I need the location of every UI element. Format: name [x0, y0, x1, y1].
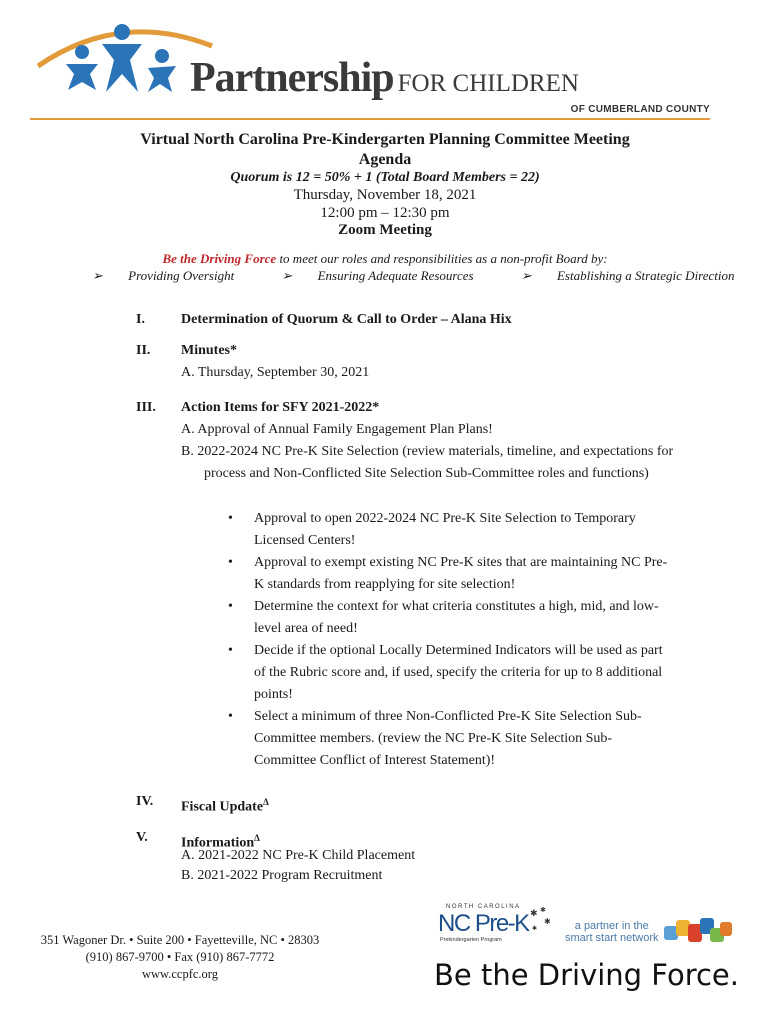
- subitem: A. Thursday, September 30, 2021: [181, 365, 370, 380]
- svg-text:✱: ✱: [532, 926, 538, 932]
- item-heading: Fiscal Update$^\Delta$: [181, 797, 269, 815]
- svg-text:✱: ✱: [530, 908, 538, 918]
- smart-start-blocks-icon: [664, 916, 734, 946]
- meeting-date: Thursday, November 18, 2021: [293, 187, 477, 203]
- item-number: I.: [136, 312, 145, 327]
- bullet-text: Select a minimum of three Non-Conflicted Pre-K Site Selection Sub-Committee members. (review the NC Pre-K Site Selection Sub-Committee Conflict of Interest Statement)!: [254, 709, 642, 768]
- board-pillars: [92, 268, 770, 284]
- tagline-highlight: Be the Driving Force: [162, 251, 277, 266]
- bullet-icon: •: [228, 709, 233, 724]
- item-heading: Action Items for SFY 2021-2022*: [181, 400, 380, 415]
- pillar-item: ➢ Establishing a Strategic Direction: [520, 268, 735, 283]
- bullet-icon: •: [228, 555, 233, 570]
- svg-text:✱: ✱: [544, 917, 551, 926]
- bullet-text: Determine the context for what criteria constitutes a high, mid, and low-level area of need!: [254, 599, 659, 636]
- meeting-time: 12:00 pm – 12:30 pm: [320, 205, 450, 221]
- arrow-bullet-icon: ➢: [92, 268, 107, 283]
- stars-icon: [524, 904, 554, 938]
- item-number: II.: [136, 343, 151, 358]
- footer-slogan: Be the Driving Force.: [434, 958, 739, 992]
- agenda-heading: Agenda: [358, 151, 412, 168]
- board-tagline: [0, 251, 770, 267]
- quorum-note: Quorum is 12 = 50% + 1 (Total Board Members = 22): [230, 170, 540, 185]
- bullet-icon: •: [228, 643, 233, 658]
- delta-mark: Δ: [263, 797, 269, 807]
- nc-prek-logo: NORTH CAROLINA NC Pre-K Prekindergarten Program ✱ ✱ ✱ ✱: [438, 904, 556, 946]
- footer-address: [20, 932, 340, 983]
- phone-line: (910) 867-9700 • Fax (910) 867-7772: [85, 950, 275, 964]
- item-heading: Determination of Quorum & Call to Order – Alana Hix: [181, 312, 512, 327]
- subitem: B. 2021-2022 Program Recruitment: [181, 868, 383, 883]
- item-number: III.: [136, 400, 156, 415]
- partnership-logo: [30, 8, 710, 120]
- delta-mark: Δ: [254, 833, 260, 843]
- pillar-item: ➢ Providing Oversight: [92, 268, 235, 283]
- logo-wordmark: Partnership FOR CHILDREN: [190, 55, 579, 101]
- item-heading: Information$^\Delta$: [181, 833, 260, 851]
- meeting-location: Zoom Meeting: [338, 222, 432, 238]
- arrow-bullet-icon: ➢: [520, 268, 535, 283]
- item-number: IV.: [136, 794, 154, 809]
- logo-county: OF CUMBERLAND COUNTY: [570, 104, 710, 115]
- subitem: B. 2022-2024 NC Pre-K Site Selection (review materials, timeline, and expectations for process and Non-Conflicted Site Selection Sub-Committee roles and functions): [181, 444, 674, 481]
- bullet-text: Approval to open 2022-2024 NC Pre-K Site Selection to Temporary Licensed Centers!: [254, 511, 636, 548]
- address-line: 351 Wagoner Dr. • Suite 200 • Fayetteville, NC • 28303: [40, 933, 320, 947]
- item-number: V.: [136, 830, 148, 845]
- subitem: A. Approval of Annual Family Engagement Plan Plans!: [181, 422, 493, 437]
- header-rule: [30, 118, 710, 120]
- bullet-text: Decide if the optional Locally Determined Indicators will be used as part of the Rubric score and, if used, specify the criteria for up to 8 additional points!: [254, 643, 663, 702]
- item-heading: Minutes*: [181, 343, 237, 358]
- svg-text:✱: ✱: [540, 906, 546, 914]
- arrow-bullet-icon: ➢: [281, 268, 296, 283]
- pillar-item: ➢ Ensuring Adequate Resources: [281, 268, 474, 283]
- bullet-text: Approval to exempt existing NC Pre-K sites that are maintaining NC Pre-K standards from reapplying for site selection!: [254, 555, 668, 592]
- bullet-icon: •: [228, 599, 233, 614]
- tagline-rest: to meet our roles and responsibilities as a non-profit Board by:: [276, 251, 608, 266]
- website-link[interactable]: www.ccpfc.org: [141, 967, 218, 981]
- meeting-title: Virtual North Carolina Pre-Kindergarten Planning Committee Meeting: [140, 131, 630, 148]
- smart-start-text: a partner in the smart start network: [565, 920, 659, 944]
- bullet-icon: •: [228, 511, 233, 526]
- subitem: A. 2021-2022 NC Pre-K Child Placement: [181, 848, 416, 863]
